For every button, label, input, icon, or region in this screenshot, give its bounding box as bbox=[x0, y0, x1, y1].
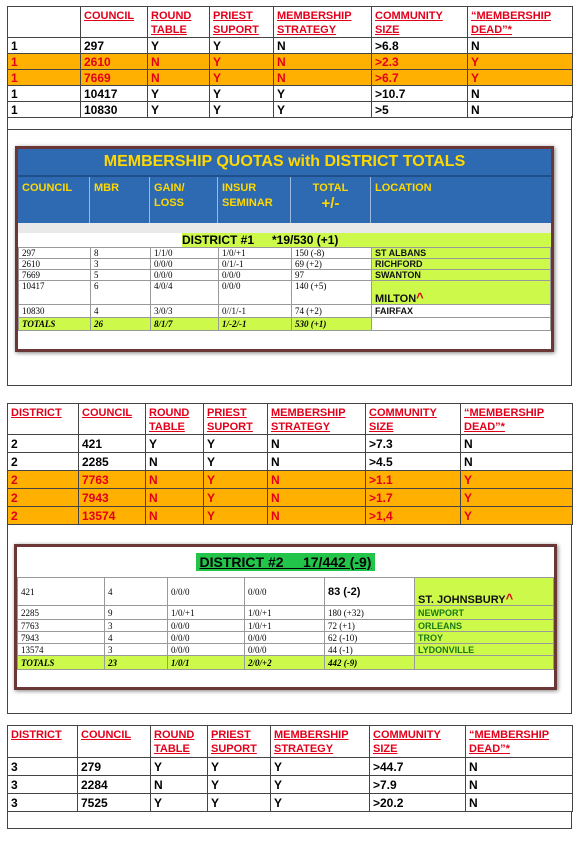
cell bbox=[415, 656, 554, 670]
cell: 2610 bbox=[19, 259, 91, 270]
cell: 2285 bbox=[18, 606, 105, 620]
table-row bbox=[8, 489, 573, 507]
cell: 10830 bbox=[81, 102, 148, 118]
cell: N bbox=[268, 471, 366, 489]
district-1-quota-table bbox=[18, 247, 551, 331]
table-row bbox=[18, 632, 554, 644]
cell: 7669 bbox=[19, 270, 91, 281]
cell: 7669 bbox=[81, 70, 148, 86]
cell: 13574 bbox=[79, 507, 146, 525]
table-row bbox=[8, 435, 573, 453]
quota-header-insur: INSUR SEMINAR bbox=[218, 177, 291, 223]
cell: Y bbox=[274, 102, 372, 118]
header-round-table: ROUND TABLE bbox=[151, 726, 208, 758]
quota-header-total bbox=[291, 177, 371, 223]
district-1-label-row bbox=[18, 233, 551, 247]
cell: N bbox=[468, 102, 573, 118]
cell: >10.7 bbox=[372, 86, 468, 102]
cell: Y bbox=[208, 758, 271, 776]
cell: 3 bbox=[8, 776, 78, 794]
cell: 1/1/0 bbox=[151, 248, 219, 259]
cell: 62 (-10) bbox=[325, 632, 415, 644]
cell: 6 bbox=[91, 281, 151, 305]
cell: 2 bbox=[8, 507, 79, 525]
cell: Y bbox=[274, 86, 372, 102]
district-2-title: DISTRICT #2 17/442 (-9) bbox=[196, 553, 376, 571]
header-district bbox=[8, 7, 81, 38]
caret-mark: ^ bbox=[505, 591, 514, 606]
table-row bbox=[18, 644, 554, 656]
table-header-row bbox=[8, 726, 573, 758]
district-1-band bbox=[182, 233, 370, 247]
cell: 0/0/0 bbox=[151, 259, 219, 270]
cell: 74 (+2) bbox=[292, 305, 372, 318]
district-1-status-table bbox=[7, 6, 573, 118]
table-header-row bbox=[8, 404, 573, 435]
cell: 0/0/0 bbox=[168, 632, 245, 644]
cell: 1 bbox=[8, 54, 81, 70]
cell: 0/1/-1 bbox=[219, 259, 292, 270]
table-row bbox=[8, 70, 573, 86]
cell: 297 bbox=[81, 38, 148, 54]
cell: 10830 bbox=[19, 305, 91, 318]
cell: N bbox=[146, 453, 204, 471]
cell: N bbox=[148, 70, 210, 86]
quota-header-council: COUNCIL bbox=[18, 177, 90, 223]
cell: N bbox=[466, 758, 573, 776]
cell: 2 bbox=[8, 453, 79, 471]
divider bbox=[7, 811, 572, 829]
cell: N bbox=[268, 507, 366, 525]
cell: >1.1 bbox=[366, 471, 461, 489]
cell: N bbox=[148, 54, 210, 70]
spacer bbox=[18, 233, 182, 247]
cell: Y bbox=[271, 794, 370, 812]
table-row bbox=[18, 578, 554, 606]
cell: 13574 bbox=[18, 644, 105, 656]
caret-mark: ^ bbox=[416, 290, 424, 305]
header-membership-dead: “MEMBERSHIP DEAD”* bbox=[461, 404, 573, 435]
cell: 297 bbox=[19, 248, 91, 259]
location-cell: NEWPORT bbox=[415, 606, 554, 620]
cell: 1 bbox=[8, 86, 81, 102]
location-cell: LYDONVILLE bbox=[415, 644, 554, 656]
location-st-johnsbury: ST. JOHNSBURY bbox=[418, 594, 506, 606]
header-round-table: ROUND TABLE bbox=[148, 7, 210, 38]
cell bbox=[372, 318, 551, 331]
cell: N bbox=[468, 38, 573, 54]
cell: 2284 bbox=[78, 776, 151, 794]
header-council: COUNCIL bbox=[79, 404, 146, 435]
cell: 421 bbox=[18, 578, 105, 606]
spacer bbox=[18, 223, 551, 233]
cell: 1/-2/-1 bbox=[219, 318, 292, 331]
cell: 0/0/0 bbox=[219, 281, 292, 305]
cell: 1/0/+1 bbox=[219, 248, 292, 259]
cell: Y bbox=[271, 776, 370, 794]
quota-header-gain: GAIN/ LOSS bbox=[150, 177, 218, 223]
header-priest-support: PRIEST SUPORT bbox=[210, 7, 274, 38]
cell: 7763 bbox=[79, 471, 146, 489]
cell: Y bbox=[208, 794, 271, 812]
header-council: COUNCIL bbox=[78, 726, 151, 758]
table-row bbox=[18, 606, 554, 620]
cell: >1.7 bbox=[366, 489, 461, 507]
cell: N bbox=[274, 38, 372, 54]
header-membership-dead: “MEMBERSHIP DEAD”* bbox=[468, 7, 573, 38]
table-header-row bbox=[8, 7, 573, 38]
cell: >6.7 bbox=[372, 70, 468, 86]
cell: 1/0/+1 bbox=[168, 606, 245, 620]
quota-box-district-1 bbox=[15, 146, 554, 352]
location-cell bbox=[415, 578, 554, 606]
header-membership-strategy: MEMBERSHIP STRATEGY bbox=[271, 726, 370, 758]
cell: >20.2 bbox=[370, 794, 466, 812]
cell: 150 (-8) bbox=[292, 248, 372, 259]
cell: Y bbox=[210, 54, 274, 70]
cell: Y bbox=[151, 794, 208, 812]
cell: 1/0/+1 bbox=[245, 606, 325, 620]
cell: 2 bbox=[8, 471, 79, 489]
location-cell: FAIRFAX bbox=[372, 305, 551, 318]
table-row bbox=[8, 453, 573, 471]
location-cell: SWANTON bbox=[372, 270, 551, 281]
quota-header-mbr: MBR bbox=[90, 177, 150, 223]
table-row bbox=[8, 86, 573, 102]
cell: 0/0/0 bbox=[245, 632, 325, 644]
table-row bbox=[8, 507, 573, 525]
cell: N bbox=[146, 507, 204, 525]
cell: 4 bbox=[105, 632, 168, 644]
district-2-quota-table bbox=[17, 577, 554, 670]
header-district: DISTRICT bbox=[8, 726, 78, 758]
cell: 3 bbox=[91, 259, 151, 270]
cell: Y bbox=[204, 471, 268, 489]
cell: 0/0/0 bbox=[219, 270, 292, 281]
cell: 7525 bbox=[78, 794, 151, 812]
cell: 4 bbox=[105, 578, 168, 606]
cell: Y bbox=[461, 471, 573, 489]
cell: Y bbox=[210, 86, 274, 102]
cell: 1/0/1 bbox=[168, 656, 245, 670]
cell: 4/0/4 bbox=[151, 281, 219, 305]
cell: Y bbox=[461, 489, 573, 507]
header-community-size: COMMUNITY SIZE bbox=[370, 726, 466, 758]
table-row bbox=[18, 620, 554, 632]
cell: N bbox=[466, 794, 573, 812]
cell: >7.9 bbox=[370, 776, 466, 794]
cell: Y bbox=[146, 435, 204, 453]
cell: Y bbox=[204, 489, 268, 507]
location-cell: TROY bbox=[415, 632, 554, 644]
cell: Y bbox=[204, 435, 268, 453]
cell: N bbox=[146, 471, 204, 489]
cell: N bbox=[461, 453, 573, 471]
cell: >5 bbox=[372, 102, 468, 118]
cell: 3 bbox=[105, 620, 168, 632]
table-row bbox=[8, 794, 573, 812]
cell: N bbox=[274, 54, 372, 70]
cell: 1 bbox=[8, 38, 81, 54]
total-label: TOTAL bbox=[312, 182, 349, 194]
totals-row bbox=[18, 656, 554, 670]
district-2-status-table bbox=[7, 403, 573, 525]
header-round-table: ROUND TABLE bbox=[146, 404, 204, 435]
cell: N bbox=[151, 776, 208, 794]
cell: N bbox=[461, 435, 573, 453]
cell: 0/0/0 bbox=[245, 644, 325, 656]
cell: 279 bbox=[78, 758, 151, 776]
cell: 44 (-1) bbox=[325, 644, 415, 656]
cell: 530 (+1) bbox=[292, 318, 372, 331]
cell: Y bbox=[148, 102, 210, 118]
cell: Y bbox=[468, 70, 573, 86]
table-row bbox=[19, 259, 551, 270]
cell: N bbox=[146, 489, 204, 507]
cell: 7943 bbox=[18, 632, 105, 644]
quota-header-row bbox=[18, 177, 551, 223]
cell: Y bbox=[271, 758, 370, 776]
spacer bbox=[370, 233, 551, 247]
divider bbox=[7, 116, 572, 130]
table-row bbox=[19, 248, 551, 259]
header-membership-dead: “MEMBERSHIP DEAD”* bbox=[466, 726, 573, 758]
table-row bbox=[8, 54, 573, 70]
district-1-total: *19/530 (+1) bbox=[272, 233, 339, 247]
header-community-size: COMMUNITY SIZE bbox=[372, 7, 468, 38]
totals-label: TOTALS bbox=[18, 656, 105, 670]
cell: N bbox=[268, 489, 366, 507]
cell: Y bbox=[204, 507, 268, 525]
cell: 10417 bbox=[81, 86, 148, 102]
cell: >44.7 bbox=[370, 758, 466, 776]
cell: 140 (+5) bbox=[292, 281, 372, 305]
district-1-label: DISTRICT #1 bbox=[182, 233, 255, 247]
quota-header-location: LOCATION bbox=[375, 182, 432, 194]
table-row bbox=[8, 38, 573, 54]
cell: 2 bbox=[8, 489, 79, 507]
cell: 0/0/0 bbox=[245, 578, 325, 606]
location-cell: ST ALBANS bbox=[372, 248, 551, 259]
cell: 1 bbox=[8, 102, 81, 118]
cell: 9 bbox=[105, 606, 168, 620]
cell: Y bbox=[461, 507, 573, 525]
cell: 3 bbox=[8, 758, 78, 776]
totals-label: TOTALS bbox=[19, 318, 91, 331]
table-row bbox=[8, 776, 573, 794]
cell: >2.3 bbox=[372, 54, 468, 70]
cell: 421 bbox=[79, 435, 146, 453]
table-row bbox=[19, 305, 551, 318]
cell: >1,4 bbox=[366, 507, 461, 525]
location-cell: ORLEANS bbox=[415, 620, 554, 632]
cell: N bbox=[466, 776, 573, 794]
table-row bbox=[19, 281, 551, 305]
location-cell: RICHFORD bbox=[372, 259, 551, 270]
cell: 0/0/0 bbox=[168, 578, 245, 606]
cell: 4 bbox=[91, 305, 151, 318]
header-council: COUNCIL bbox=[81, 7, 148, 38]
cell: 10417 bbox=[19, 281, 91, 305]
cell: 2610 bbox=[81, 54, 148, 70]
cell: 97 bbox=[292, 270, 372, 281]
header-membership-strategy: MEMBERSHIP STRATEGY bbox=[274, 7, 372, 38]
district-2-header bbox=[17, 547, 554, 577]
cell: 26 bbox=[91, 318, 151, 331]
cell: Y bbox=[210, 38, 274, 54]
cell: 8 bbox=[91, 248, 151, 259]
cell: N bbox=[274, 70, 372, 86]
cell: N bbox=[268, 435, 366, 453]
cell: 7943 bbox=[79, 489, 146, 507]
cell: 0/0/0 bbox=[168, 644, 245, 656]
cell: 0/0/0 bbox=[168, 620, 245, 632]
location-milton: MILTON bbox=[375, 293, 417, 305]
table-row bbox=[8, 758, 573, 776]
table-row bbox=[8, 471, 573, 489]
table-row bbox=[19, 270, 551, 281]
cell: 69 (+2) bbox=[292, 259, 372, 270]
cell: 2 bbox=[8, 435, 79, 453]
cell: Y bbox=[210, 70, 274, 86]
cell: 1/0/+1 bbox=[245, 620, 325, 632]
header-priest-support: PRIEST SUPORT bbox=[208, 726, 271, 758]
totals-row bbox=[19, 318, 551, 331]
cell: 23 bbox=[105, 656, 168, 670]
cell: 83 (-2) bbox=[325, 578, 415, 606]
cell: Y bbox=[151, 758, 208, 776]
cell: 3/0/3 bbox=[151, 305, 219, 318]
cell: Y bbox=[468, 54, 573, 70]
header-district: DISTRICT bbox=[8, 404, 79, 435]
location-cell bbox=[372, 281, 551, 305]
cell: 2/0/+2 bbox=[245, 656, 325, 670]
cell: 2285 bbox=[79, 453, 146, 471]
cell: 0//1/-1 bbox=[219, 305, 292, 318]
quota-box-district-2 bbox=[14, 544, 557, 690]
cell: >6.8 bbox=[372, 38, 468, 54]
cell: N bbox=[468, 86, 573, 102]
cell: 3 bbox=[8, 794, 78, 812]
cell: 7763 bbox=[18, 620, 105, 632]
header-priest-support: PRIEST SUPORT bbox=[204, 404, 268, 435]
cell: Y bbox=[208, 776, 271, 794]
header-community-size: COMMUNITY SIZE bbox=[366, 404, 461, 435]
total-sign: +/- bbox=[321, 195, 340, 212]
cell: Y bbox=[148, 38, 210, 54]
cell: >4.5 bbox=[366, 453, 461, 471]
cell: 72 (+1) bbox=[325, 620, 415, 632]
cell: 5 bbox=[91, 270, 151, 281]
header-membership-strategy: MEMBERSHIP STRATEGY bbox=[268, 404, 366, 435]
cell: N bbox=[268, 453, 366, 471]
cell: 8/1/7 bbox=[151, 318, 219, 331]
quota-title: MEMBERSHIP QUOTAS with DISTRICT TOTALS bbox=[18, 149, 551, 177]
cell: 0/0/0 bbox=[151, 270, 219, 281]
cell: Y bbox=[204, 453, 268, 471]
cell: Y bbox=[210, 102, 274, 118]
cell: Y bbox=[148, 86, 210, 102]
cell: 180 (+32) bbox=[325, 606, 415, 620]
district-3-status-table bbox=[7, 725, 573, 812]
cell: >7.3 bbox=[366, 435, 461, 453]
cell: 442 (-9) bbox=[325, 656, 415, 670]
cell: 3 bbox=[105, 644, 168, 656]
cell: 1 bbox=[8, 70, 81, 86]
